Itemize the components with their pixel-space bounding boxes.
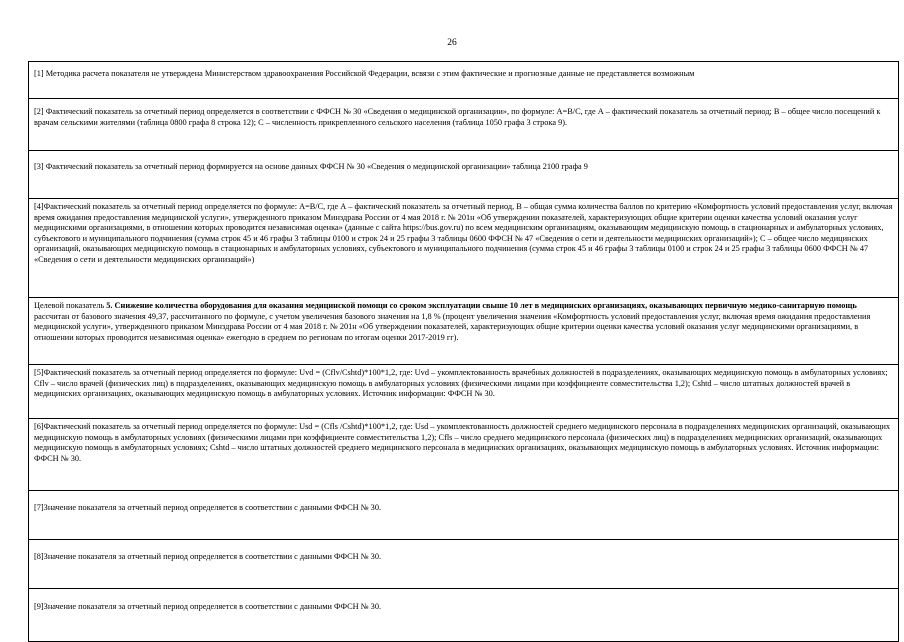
page-number: 26 — [447, 38, 457, 48]
footnote-row — [29, 540, 899, 589]
footnotes-table — [28, 61, 899, 642]
target-indicator-text: рассчитан от базового значения 49,37, рассчитанного по формуле, с учетом увеличения базового значения на 1,8 % (процент увеличения значения «Комфортность условий предоставления услуг, включая время ожидания предоставления медицинской услуги», утвержденного приказом Минздрава России от 4 мая 2018 г. № 201н «Об утверждении показателей, характеризующих общие критерии оценки качества условий оказания услуг медицинскими организациями, в отношении которых проводится независимая оценка» ежегодно в среднем по регионам по итогам оценки 2017-2019 гг). — [34, 311, 871, 342]
footnote-2: [2] Фактический показатель за отчетный период определяется в соответствии с ФФСН № 30 «Сведения о медицинской организации», по формуле: А=В/С, где А – фактический показатель за отчетный период; В – общее число посещений к врачам сельскими жителями (таблица 0800 графа 8 строка 12); С – численность прикрепленного сельского населения (таблица 1050 графа 3 строка 9). — [29, 99, 899, 151]
target-indicator-prefix: Целевой показатель — [34, 301, 107, 310]
footnote-3: [3] Фактический показатель за отчетный период формируется на основе данных ФФСН № 30 «Сведения о медицинской организации» таблица 2100 графа 9 — [29, 151, 899, 199]
footnote-row — [29, 491, 899, 540]
footnote-1: [1] Методика расчета показателя не утверждена Министерством здравоохранения Российской Федерации, всвязи с этим фактические и прогнозные данные не представляется возможным — [29, 62, 899, 99]
footnote-row — [29, 199, 899, 298]
footnote-5: [5]Фактический показатель за отчетный период определяется по формуле: Uvd = (Cflv/Cshtd)*100*1,2, где: Uvd – укомплектованность врачебных должностей в подразделениях, оказывающих медицинскую помощь в амбулаторных условиях; Cflv – число врачей (физических лиц) в подразделениях, оказывающих медицинскую помощь в амбулаторных условиях (физическими лицами при коэффициенте совместительства 1,2); Cshtd – число штатных должностей врачей в медицинских организациях, оказывающих медицинскую помощь в амбулаторных условиях. Источник информации: ФФСН № 30. — [29, 365, 899, 419]
footnote-row — [29, 589, 899, 642]
footnote-row — [29, 62, 899, 99]
footnote-7: [7]Значение показателя за отчетный период определяется в соответствии с данными ФФСН № 30. — [29, 491, 899, 540]
footnote-row — [29, 365, 899, 419]
footnote-6: [6]Фактический показатель за отчетный период определяется по формуле: Usd = (Cfls /Cshtd)*100*1,2, где: Usd – укомплектованность должностей среднего медицинского персонала в подразделениях медицинских организаций, оказывающих медицинскую помощь в амбулаторных условиях (физическими лицами при коэффициенте совместительства 1,2); Cfls – число среднего медицинского персонала (физических лиц) в подразделениях медицинских организаций, оказывающих медицинскую помощь в амбулаторных условиях; Cshtd – число штатных должностей среднего медицинского персонала в медицинских организациях, оказывающих медицинскую помощь в амбулаторных условиях. Источник информации: ФФСН № 30. — [29, 419, 899, 491]
target-indicator-title: 5. Снижение количества оборудования для оказания медицинской помощи со сроком эксплуатации свыше 10 лет в медицинских организациях, оказывающих первичную медико-санитарную помощь — [106, 301, 857, 310]
footnote-8: [8]Значение показателя за отчетный период определяется в соответствии с данными ФФСН № 30. — [29, 540, 899, 589]
footnote-9: [9]Значение показателя за отчетный период определяется в соответствии с данными ФФСН № 30. — [29, 589, 899, 642]
target-indicator-note — [29, 298, 899, 365]
footnote-row — [29, 99, 899, 151]
footnote-row — [29, 419, 899, 491]
footnote-row — [29, 298, 899, 365]
footnote-row — [29, 151, 899, 199]
footnote-4: [4]Фактический показатель за отчетный период определяется по формуле: А=В/С, где А – фактический показатель за отчетный период, В – общая сумма количества баллов по критерию «Комфортность условий предоставления услуг, включая время ожидания предоставления медицинской услуги», утвержденного приказом Минздрава России от 4 мая 2018 г. № 201н «Об утверждении показателей, характеризующих общие критерии оценки качества условий оказания услуг медицинскими организациями, в отношении которых проводится независимая оценка» (данные с сайта https://bus.gov.ru) по всем медицинским организациям, оказывающим медицинскую помощь в стационарных и амбулаторных условиях, субъектового и муниципального подчинения (сумма строк 45 и 46 графы 3 таблицы 0100 и строк 24 и 25 графы 3 таблицы 0600 ФФСН № 47 «Сведения о сети и деятельности медицинских организаций»); С – общее число медицинских организаций, оказывающих медицинскую помощь в стационарных и амбулаторных условиях, субъектового и муниципального подчинения (сумма строк 45 и 46 графы 3 таблицы 0100 и строк 24 и 25 графы 3 таблицы 0600 ФФСН № 47 «Сведения о сети и деятельности медицинских организаций») — [29, 199, 899, 298]
